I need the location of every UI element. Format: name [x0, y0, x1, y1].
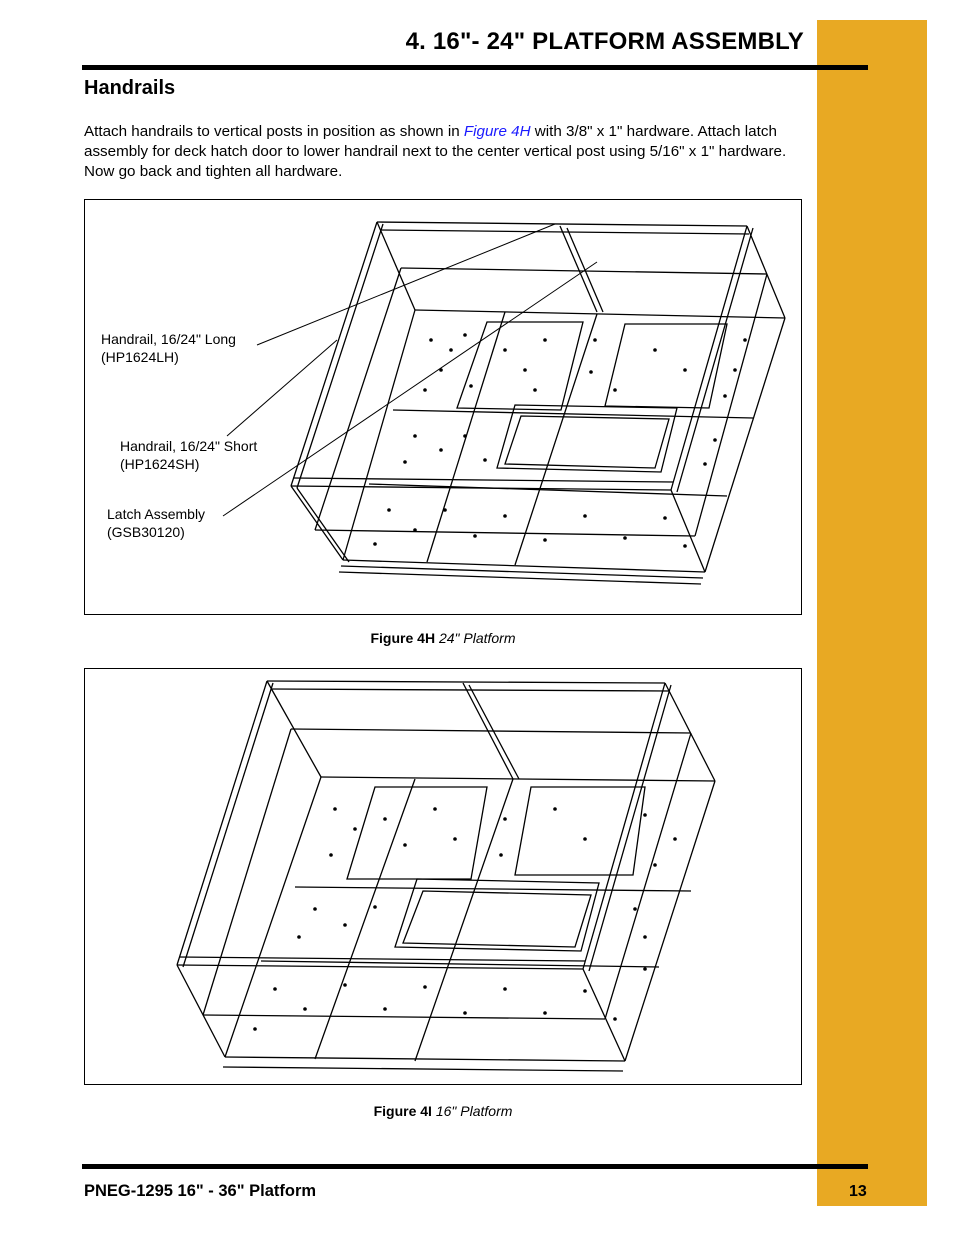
header-rule: [82, 65, 868, 70]
leader-line-short-handrail: [227, 340, 337, 436]
subheading-handrails: Handrails: [84, 77, 176, 99]
footer-document-title: PNEG-1295 16" - 36" Platform: [84, 1182, 317, 1200]
figure-4h-link[interactable]: Figure 4H: [463, 123, 531, 140]
platform-24-drawing: [85, 200, 801, 614]
instruction-paragraph: [84, 122, 804, 182]
platform-16-drawing: [85, 669, 801, 1084]
deck-perforation-dots: [373, 333, 747, 548]
callout-short-handrail: Handrail, 16/24" Short (HP1624SH): [120, 438, 258, 472]
callout-long-handrail: Handrail, 16/24" Long (HP1624LH): [101, 331, 236, 365]
paragraph-text-1: Attach handrails to vertical posts in position as shown in: [84, 123, 464, 140]
figure-4h-box: [84, 199, 802, 615]
footer-page-number: 13: [849, 1183, 867, 1200]
side-accent-band: [817, 20, 927, 1206]
section-title: 4. 16"- 24" PLATFORM ASSEMBLY: [405, 28, 804, 55]
leader-line-latch-assembly: [223, 262, 597, 516]
figure-4h-caption: Figure 4H 24" Platform: [370, 630, 516, 646]
callout-latch-assembly: Latch Assembly (GSB30120): [107, 506, 206, 540]
paragraph-text-2: with 3/8" x 1" hardware. Attach latch assembly for deck hatch door to lower handrail next to the center vertical post using 5/16" x 1" hardware. Now go back and tighten all hardware.: [84, 123, 787, 180]
leader-line-long-handrail: [257, 224, 555, 345]
footer-rule: [82, 1164, 868, 1169]
figure-4i-box: [84, 668, 802, 1085]
figure-4i-caption: Figure 4I 16" Platform: [373, 1103, 513, 1119]
